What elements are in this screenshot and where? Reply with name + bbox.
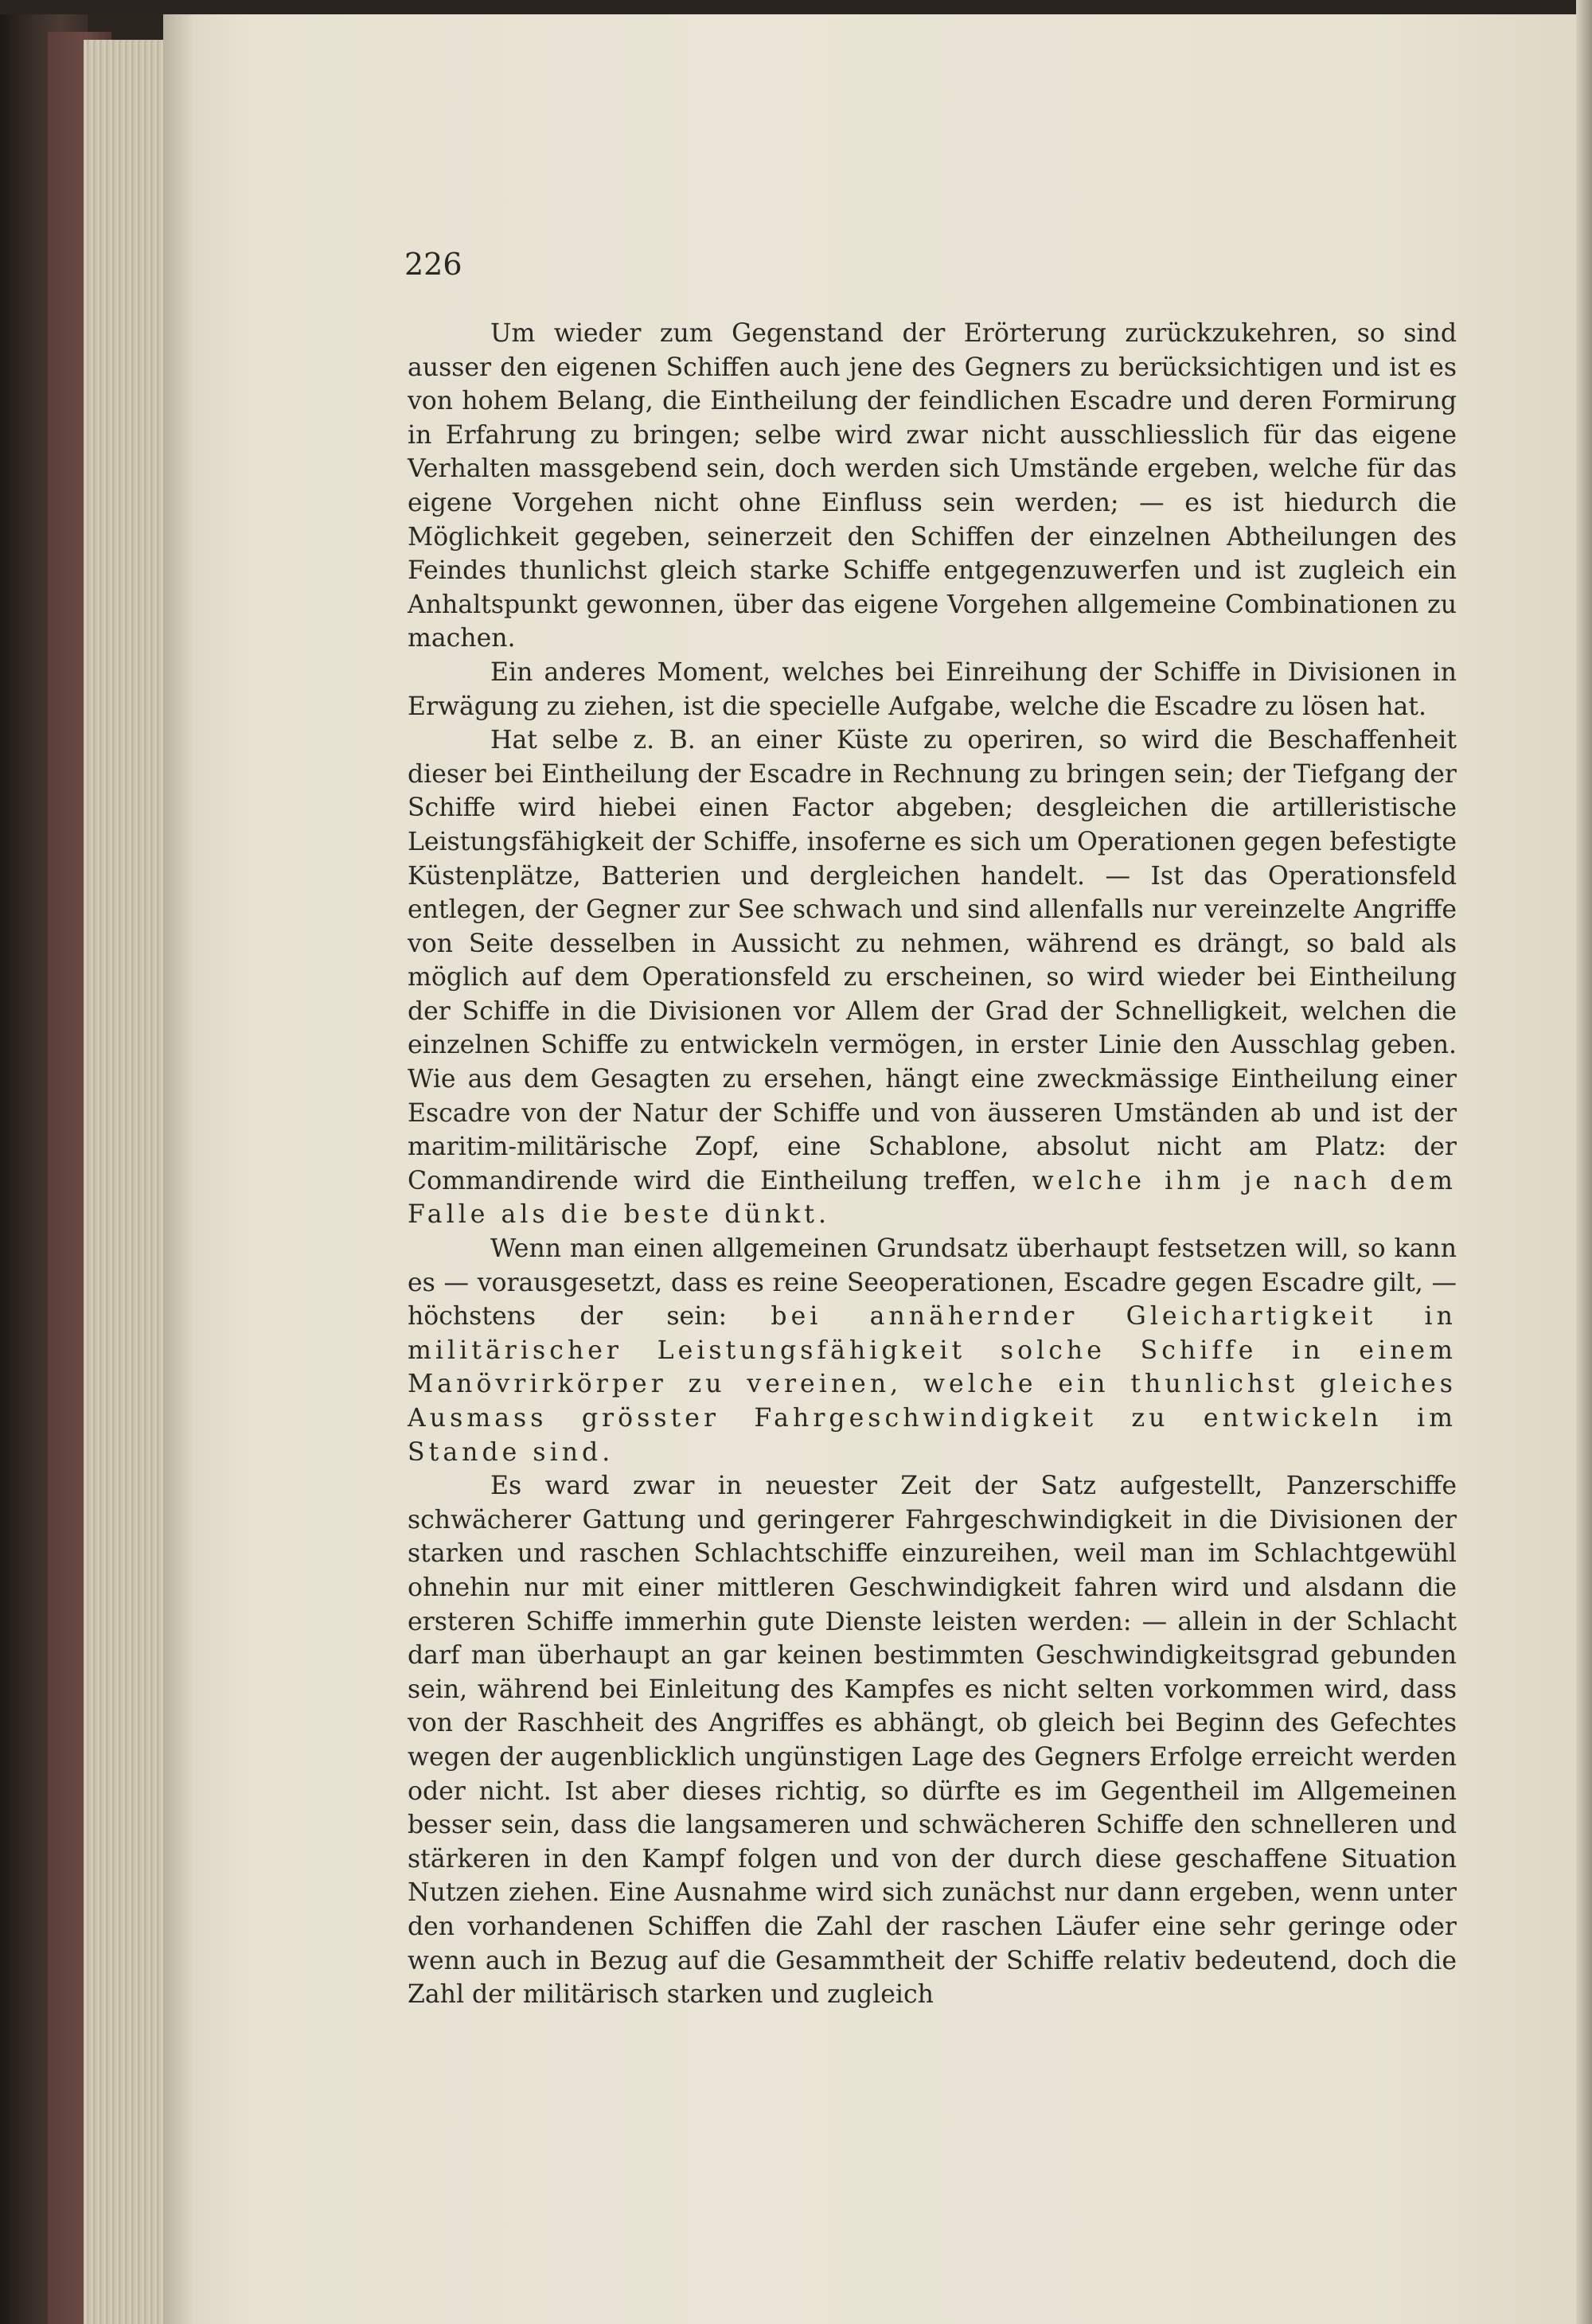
paragraph xyxy=(408,317,1457,656)
body-text xyxy=(408,317,1457,2012)
paragraph xyxy=(408,1232,1457,1469)
paragraph xyxy=(408,1469,1457,2012)
spaced-emphasis-text: bei annähernder Gleichartigkeit in militärischer Leistungsfähigkeit solche Schiffe in einem Manövrirkörper zu vereinen, welche ein thunlichst gleiches Ausmass grösster Fahrgeschwindigkeit zu entwickeln im Stande sind. xyxy=(408,1302,1457,1467)
paragraph-text: Ein anderes Moment, welches bei Einreihung der Schiffe in Divisionen in Erwägung zu ziehen, ist die specielle Aufgabe, welche die Escadre zu lösen hat. xyxy=(408,657,1457,721)
paragraph-text: Hat selbe z. B. an einer Küste zu operiren, so wird die Beschaffenheit dieser bei Eintheilung der Escadre in Rechnung zu bringen sein; der Tiefgang der Schiffe wird hiebei einen Factor abgeben; desgleichen die artilleristische Leistungsfähigkeit der Schiffe, insoferne es sich um Operationen gegen befestigte Küstenplätze, Batterien und dergleichen handelt. — Ist das Operationsfeld entlegen, der Gegner zur See schwach und sind allenfalls nur vereinzelte Angriffe von Seite desselben in Aussicht zu nehmen, während es drängt, so bald als möglich auf dem Operationsfeld zu erscheinen, so wird wieder bei Eintheilung der Schiffe in die Divisionen vor Allem der Grad der Schnelligkeit, welchen die einzelnen Schiffe zu entwickeln vermögen, in erster Linie den Ausschlag geben. Wie aus dem Gesagten zu ersehen, hängt eine zweckmässige Eintheilung einer Escadre von der Natur der Schiffe und von äusseren Umständen ab und ist der maritim-militärische Zopf, eine Schablone, absolut nicht am Platz: der Commandirende wird die Eintheilung treffen, xyxy=(408,726,1457,1195)
gutter-shadow xyxy=(163,11,195,2324)
paragraph xyxy=(408,723,1457,1232)
spaced-emphasis-text: welche ihm je nach dem Falle als die beste dünkt. xyxy=(408,1166,1457,1230)
paragraph-text: Wenn man einen allgemeinen Grundsatz überhaupt festsetzen will, so kann es — vorausgesetzt, dass es reine Seeoperationen, Escadre gegen Escadre gilt, — höchstens der sein: xyxy=(408,1234,1457,1332)
paragraph-text: Es ward zwar in neuester Zeit der Satz aufgestellt, Panzerschiffe schwächerer Gattung und geringerer Fahrgeschwindigkeit in die Divisionen der starken und raschen Schlachtschiffe einzureihen, weil man im Schlachtgewühl ohnehin nur mit einer mittleren Geschwindigkeit fahren wird und alsdann die ersteren Schiffe immerhin gute Dienste leisten werden: — allein in der Schlacht darf man überhaupt an gar keinen bestimmten Geschwindigkeitsgrad gebunden sein, während bei Einleitung des Kampfes es nicht selten vorkommen wird, dass von der Raschheit des Angriffes es abhängt, ob gleich bei Beginn des Gefechtes wegen der augenblicklich ungünstigen Lage des Gegners Erfolge erreicht werden oder nicht. Ist aber dieses richtig, so dürfte es im Gegentheil im Allgemeinen besser sein, dass die langsameren und schwächeren Schiffe den schnelleren und stärkeren in den Kampf folgen und von der durch diese geschaffene Situation Nutzen ziehen. Eine Ausnahme wird sich zunächst nur dann ergeben, wenn unter den vorhandenen Schiffen die Zahl der raschen Läufer eine sehr geringe oder wenn auch in Bezug auf die Gesammtheit der Schiffe relativ bedeutend, doch die Zahl der militärisch starken und zugleich xyxy=(408,1472,1457,2010)
paragraph xyxy=(408,656,1457,723)
paragraph-text: Um wieder zum Gegenstand der Erörterung zurückzukehren, so sind ausser den eigenen Schiffen auch jene des Gegners zu berücksichtigen und ist es von hohem Belang, die Eintheilung der feindlichen Escadre und deren Formirung in Erfahrung zu bringen; selbe wird zwar nicht ausschliesslich für das eigene Verhalten massgebend sein, doch werden sich Umstände ergeben, welche für das eigene Vorgehen nicht ohne Einfluss sein werden; — es ist hiedurch die Möglichkeit gegeben, seinerzeit den Schiffen der einzelnen Abtheilungen des Feindes thunlichst gleich starke Schiffe entgegenzuwerfen und ist zugleich ein Anhaltspunkt gewonnen, über das eigene Vorgehen allgemeine Combinationen zu machen. xyxy=(408,319,1457,653)
scan-top-border xyxy=(0,0,1592,14)
page-right-edge xyxy=(1576,0,1592,2324)
page-number: 226 xyxy=(404,247,462,282)
